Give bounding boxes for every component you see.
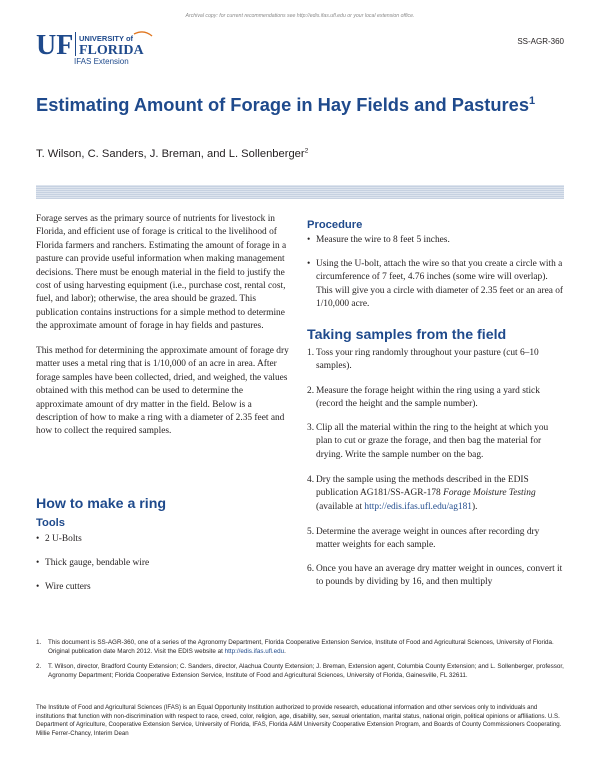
heading-tools: Tools xyxy=(36,517,66,529)
step-text: Measure the forage height within the ring using a yard stick (record the height and the sample number). xyxy=(316,386,540,410)
title-footnote-marker: 1 xyxy=(529,94,536,107)
publication-title: Forage Moisture Testing xyxy=(443,488,536,499)
logo-ifas-extension: IFAS Extension xyxy=(74,57,129,66)
tool-item: • 2 U-Bolts xyxy=(36,533,290,546)
footnote-text-after: . xyxy=(284,648,286,655)
step-text-before: Dry the sample using the methods described in the EDIS publication AG181/SS-AGR-178 xyxy=(316,475,529,499)
step-number: 3. xyxy=(307,423,315,433)
sample-step xyxy=(307,385,564,412)
logo-university-of: UNIVERSITY of xyxy=(79,34,134,43)
step-text: Clip all the material within the ring to the height at which you plan to cut or graze the forage, and then bag the material for drying. Write the sample number on the bag. xyxy=(316,423,549,460)
step-number: 1. xyxy=(307,348,315,358)
step-number: 5. xyxy=(307,527,315,537)
document-number: SS-AGR-360 xyxy=(517,37,564,46)
authors-text: T. Wilson, C. Sanders, J. Breman, and L. Sollenberger xyxy=(36,148,305,160)
sample-step xyxy=(307,526,564,553)
step-text: Once you have an average dry matter weight in ounces, convert it to pounds by dividing by 16, and then multiply xyxy=(316,564,563,588)
step-text-mid: (available at xyxy=(316,501,365,512)
procedure-step: • Using the U-bolt, attach the wire so that you create a circle with a circumference of 7 feet, 4.76 inches (some wire will overlap). This will give you a circle with diameter of 2.35 feet or an area of 1/10,000 acre. xyxy=(307,258,564,312)
tool-item: • Thick gauge, bendable wire xyxy=(36,557,290,570)
footnote-1 xyxy=(36,638,564,656)
step-number: 2. xyxy=(307,386,315,396)
eeo-statement: The Institute of Food and Agricultural Sciences (IFAS) is an Equal Opportunity Institution authorized to provide research, educational information and other services only to individuals and institutions that function with non-discrimination with respect to race, creed, color, religion, age, disability, sex, sexual orientation, marital status, national origin, political opinions or affiliations. U.S. Department of Agriculture, Cooperative Extension Service, University of Florida, IFAS, Florida A&M University Cooperative Extension Program, and Boards of County Commissioners Cooperating. Millie Ferrer-Chancy, Interim Dean xyxy=(36,704,562,737)
heading-taking-samples: Taking samples from the field xyxy=(307,327,507,343)
sample-step xyxy=(307,422,564,462)
sample-step xyxy=(307,347,564,374)
uf-ifas-logo xyxy=(36,30,166,66)
uf-logo-mark xyxy=(36,30,166,60)
heading-how-to-make-ring: How to make a ring xyxy=(36,496,167,512)
logo-divider xyxy=(75,32,76,56)
step-text: Toss your ring randomly throughout your pasture (cut 6–10 samples). xyxy=(316,348,539,372)
title-text: Estimating Amount of Forage in Hay Fields and Pastures xyxy=(36,94,529,115)
authors xyxy=(36,148,308,160)
logo-swoosh-icon xyxy=(134,32,152,36)
intro-paragraph-2: This method for determining the approximate amount of forage dry matter uses a metal ring that is 1/10,000 of an acre in area. After forage samples have been collected, dried, and weighed, the values obtained with this method can be used to determine the approximate amount of dry matter in the field. Below is a description of how to make a ring with a diameter of 2.35 feet and how to collect the required samples. xyxy=(36,346,289,437)
footnote-number: 2. xyxy=(36,663,42,670)
edis-ag181-link[interactable]: http://edis.ifas.ufl.edu/ag181 xyxy=(364,501,472,512)
intro-paragraph-1: Forage serves as the primary source of nutrients for livestock in Florida, and efficient use of forage is critical to the livelihood of Florida farmers and ranchers. Estimating the amount of forage in a pasture can provide useful information when making management decisions. There must be enough material in the field to justify the cost of using harvesting equipment (i.e., purchase cost, rental cost, fuel, and labor); otherwise, the area should be grazed. This publication contains instructions for a simple method to determine the approximate amount of forage in hay fields and pastures. xyxy=(36,214,287,332)
step-number: 4. xyxy=(307,475,315,485)
sample-step xyxy=(307,474,564,514)
footnote-text-before: This document is SS-AGR-360, one of a series of the Agronomy Department, Florida Cooperative Extension Service, Institute of Food and Agricultural Sciences, University of Florida. Original publication date March 2012. Visit the EDIS website at xyxy=(48,639,554,655)
footnote-text: T. Wilson, director, Bradford County Extension; C. Sanders, director, Alachua County Extension; J. Breman, Extension agent, Columbia County Extension; and L. Sollenberger, professor, Agronomy Department; Florida Cooperative Extension Service, Institute of Food and Agricultural Sciences, University of Florida, Gainesville, FL 32611. xyxy=(48,663,564,679)
step-number: 6. xyxy=(307,564,315,574)
archival-note: Archival copy: for current recommendations see http://edis.ifas.ufl.edu or your local extension office. xyxy=(185,13,415,19)
heading-procedure: Procedure xyxy=(307,219,363,231)
header-banner xyxy=(36,185,564,199)
footnote-number: 1. xyxy=(36,639,42,646)
footnote-2 xyxy=(36,662,564,680)
tool-item: • Wire cutters xyxy=(36,581,290,594)
step-text: Determine the average weight in ounces after recording dry matter weights for each sample. xyxy=(316,527,540,551)
logo-uf-text: UF xyxy=(36,30,74,60)
sample-step xyxy=(307,563,564,590)
logo-florida: FLORIDA xyxy=(79,43,144,58)
procedure-step: • Measure the wire to 8 feet 5 inches. xyxy=(307,234,564,247)
authors-footnote-marker: 2 xyxy=(304,147,309,155)
page-title xyxy=(36,92,536,117)
edis-website-link[interactable]: http://edis.ifas.ufl.edu xyxy=(224,648,285,655)
footnotes xyxy=(36,638,564,686)
step-text-after: ). xyxy=(471,501,478,512)
